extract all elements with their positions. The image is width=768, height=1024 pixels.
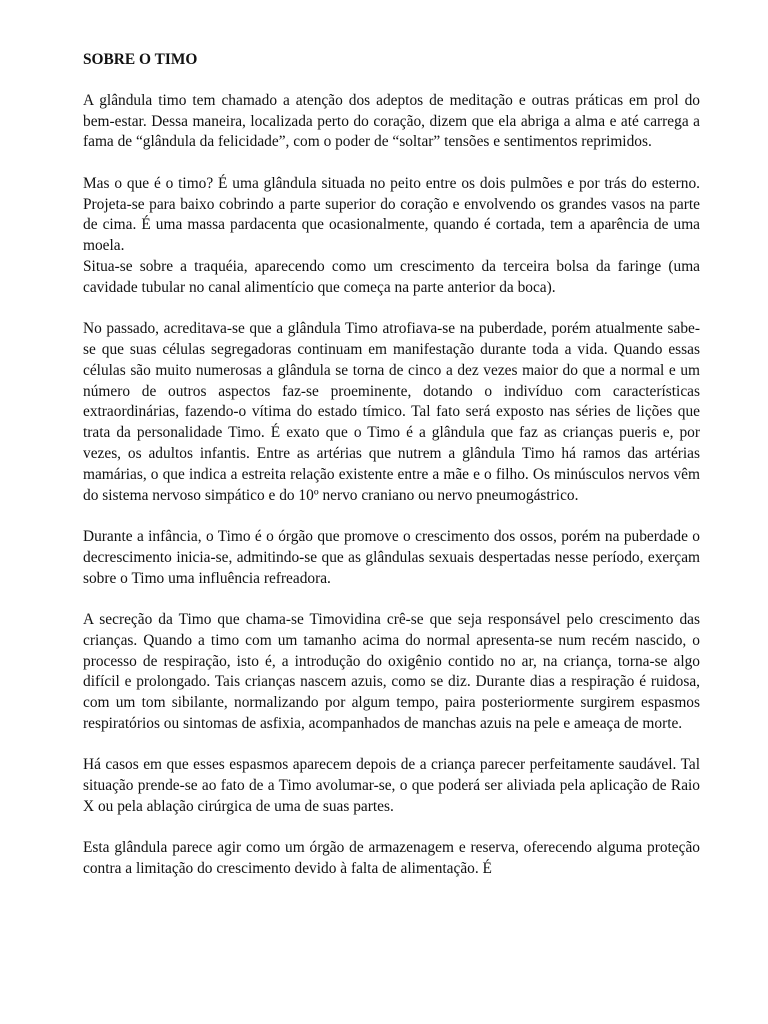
paragraph-what-is: Mas o que é o timo? É uma glândula situada no peito entre os dois pulmões e por trás do esterno. Projeta-se para baixo cobrindo a parte superior do coração e envolvendo os grandes vasos na parte de cima. É uma massa pardacenta que ocasionalmente, quando é cortada, tem a aparência de uma moela. xyxy=(83,174,700,255)
paragraph-intro: A glândula timo tem chamado a atenção dos adeptos de meditação e outras práticas em prol do bem-estar. Dessa maneira, localizada perto do coração, dizem que ela abriga a alma e até carrega a fama de “glândula da felicidade”, com o poder de “soltar” tensões e sentimentos reprimidos. xyxy=(83,91,700,151)
paragraph-childhood: Durante a infância, o Timo é o órgão que promove o crescimento dos ossos, porém na puberdade o decrescimento inicia-se, admitindo-se que as glândulas sexuais despertadas nesse período, exerçam sobre o Timo uma influência refreadora. xyxy=(83,527,700,587)
paragraph-gap xyxy=(83,153,700,174)
document-page xyxy=(83,50,700,900)
document-title: SOBRE O TIMO xyxy=(83,51,198,68)
paragraph-spasms: Há casos em que esses espasmos aparecem depois de a criança parecer perfeitamente saudável. Tal situação prende-se ao fato de a Timo avolumar-se, o que poderá ser aliviada pela aplicação de Raio X ou pela ablação cirúrgica de uma de suas partes. xyxy=(83,756,700,815)
paragraph-location: Situa-se sobre a traquéia, aparecendo como um crescimento da terceira bolsa da faringe (uma cavidade tubular no canal alimentício que começa na parte anterior da boca). xyxy=(83,257,700,296)
paragraph-storage: Esta glândula parece agir como um órgão de armazenagem e reserva, oferecendo alguma proteção contra a limitação do crescimento devido à falta de alimentação. É xyxy=(83,839,700,878)
paragraph-secretion: A secreção da Timo que chama-se Timovidina crê-se que seja responsável pelo crescimento das crianças. Quando a timo com um tamanho acima do normal apresenta-se num recém nascido, o processo de respiração, isto é, a introdução do oxigênio contido no ar, na criança, torna-se algo difícil e prolongado. Tais crianças nascem azuis, como se diz. Durante dias a respiração é ruidosa, com um tom sibilante, normalizando por algum tempo, paira posteriormente surgirem espasmos respiratórios ou sintomas de asfixia, acompanhados de manchas azuis na pele e ameaça de morte. xyxy=(83,610,700,732)
paragraph-past: No passado, acreditava-se que a glândula Timo atrofiava-se na puberdade, porém atualmente sabe-se que suas células segregadoras continuam em manifestação durante toda a vida. Quando essas células são muito numerosas a glândula se torna de cinco a dez vezes maior do que a normal e um número de outros aspectos faz-se proeminente, dotando o indivíduo com características extraordinárias, fazendo-o vítima do estado tímico. Tal fato será exposto nas séries de lições que trata da personalidade Timo. É exato que o Timo é a glândula que faz as crianças pueris e, por vezes, os adultos infantis. Entre as artérias que nutrem a glândula Timo há ramos das artérias mamárias, o que indica a estreita relação existente entre a mãe e o filho. Os minúsculos nervos vêm do sistema nervoso simpático e do 10º nervo craniano ou nervo pneumogástrico. xyxy=(83,320,700,504)
